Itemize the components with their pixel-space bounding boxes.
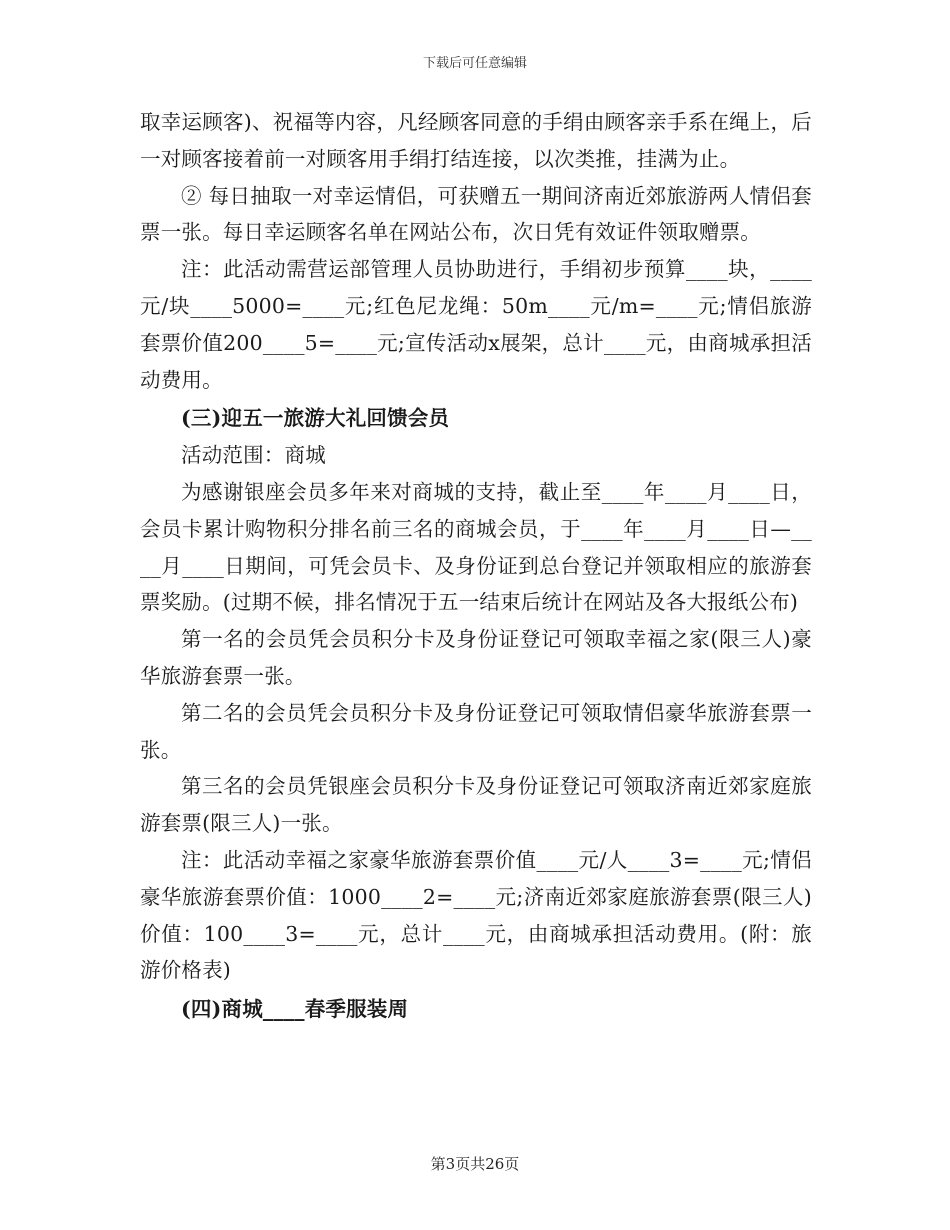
page-footer: 第3页共26页	[430, 1155, 520, 1173]
paragraph-note-cost: 注：此活动幸福之家豪华旅游套票价值____元/人____3=____元;情侣豪华旅游套票价值：1000____2=____元;济南近郊家庭旅游套票(限三人)价值：100____3=____元，总计____元，由商城承担活动费用。(附：旅游价格表)	[140, 847, 812, 983]
section-heading-4: (四)商城____春季服装周	[181, 997, 409, 1022]
page-header: 下载后可任意编辑	[422, 56, 527, 71]
paragraph-first-place: 第一名的会员凭会员积分卡及身份证登记可领取幸福之家(限三人)豪华旅游套票一张。	[140, 627, 812, 688]
paragraph-third-place: 第三名的会员凭银座会员积分卡及身份证登记可领取济南近郊家庭旅游套票(限三人)一张。	[140, 774, 812, 836]
paragraph-thanks: 为感谢银座会员多年来对商城的支持，截止至____年____月____日，会员卡累计购物积分排名前三名的商城会员，于____年____月____日—____月____日期间，可凭会员卡、及身份证到总台登记并领取相应的旅游套票奖励。(过期不候，排名情况于五一结束后统计在网站及各大报纸公布)	[140, 479, 812, 615]
paragraph-activity-scope: 活动范围：商城	[181, 443, 326, 468]
paragraph-2: ② 每日抽取一对幸运情侣，可获赠五一期间济南近郊旅游两人情侣套票一张。每日幸运顾客名单在网站公布，次日凭有效证件领取赠票。	[140, 183, 812, 245]
paragraph-1: 取幸运顾客)、祝福等内容，凡经顾客同意的手绢由顾客亲手系在绳上，后一对顾客接着前一对顾客用手绢打结连接，以次类推，挂满为止。	[140, 110, 812, 171]
paragraph-second-place: 第二名的会员凭会员积分卡及身份证登记可领取情侣豪华旅游套票一张。	[140, 700, 812, 762]
document-body	[140, 104, 812, 1028]
section-heading-3: (三)迎五一旅游大礼回馈会员	[181, 406, 450, 431]
paragraph-3: 注：此活动需营运部管理人员协助进行，手绢初步预算____块，____元/块____5000=____元;红色尼龙绳：50m____元/m=____元;情侣旅游套票价值200____5=____元;宣传活动x展架，总计____元，由商城承担活动费用。	[140, 257, 812, 392]
